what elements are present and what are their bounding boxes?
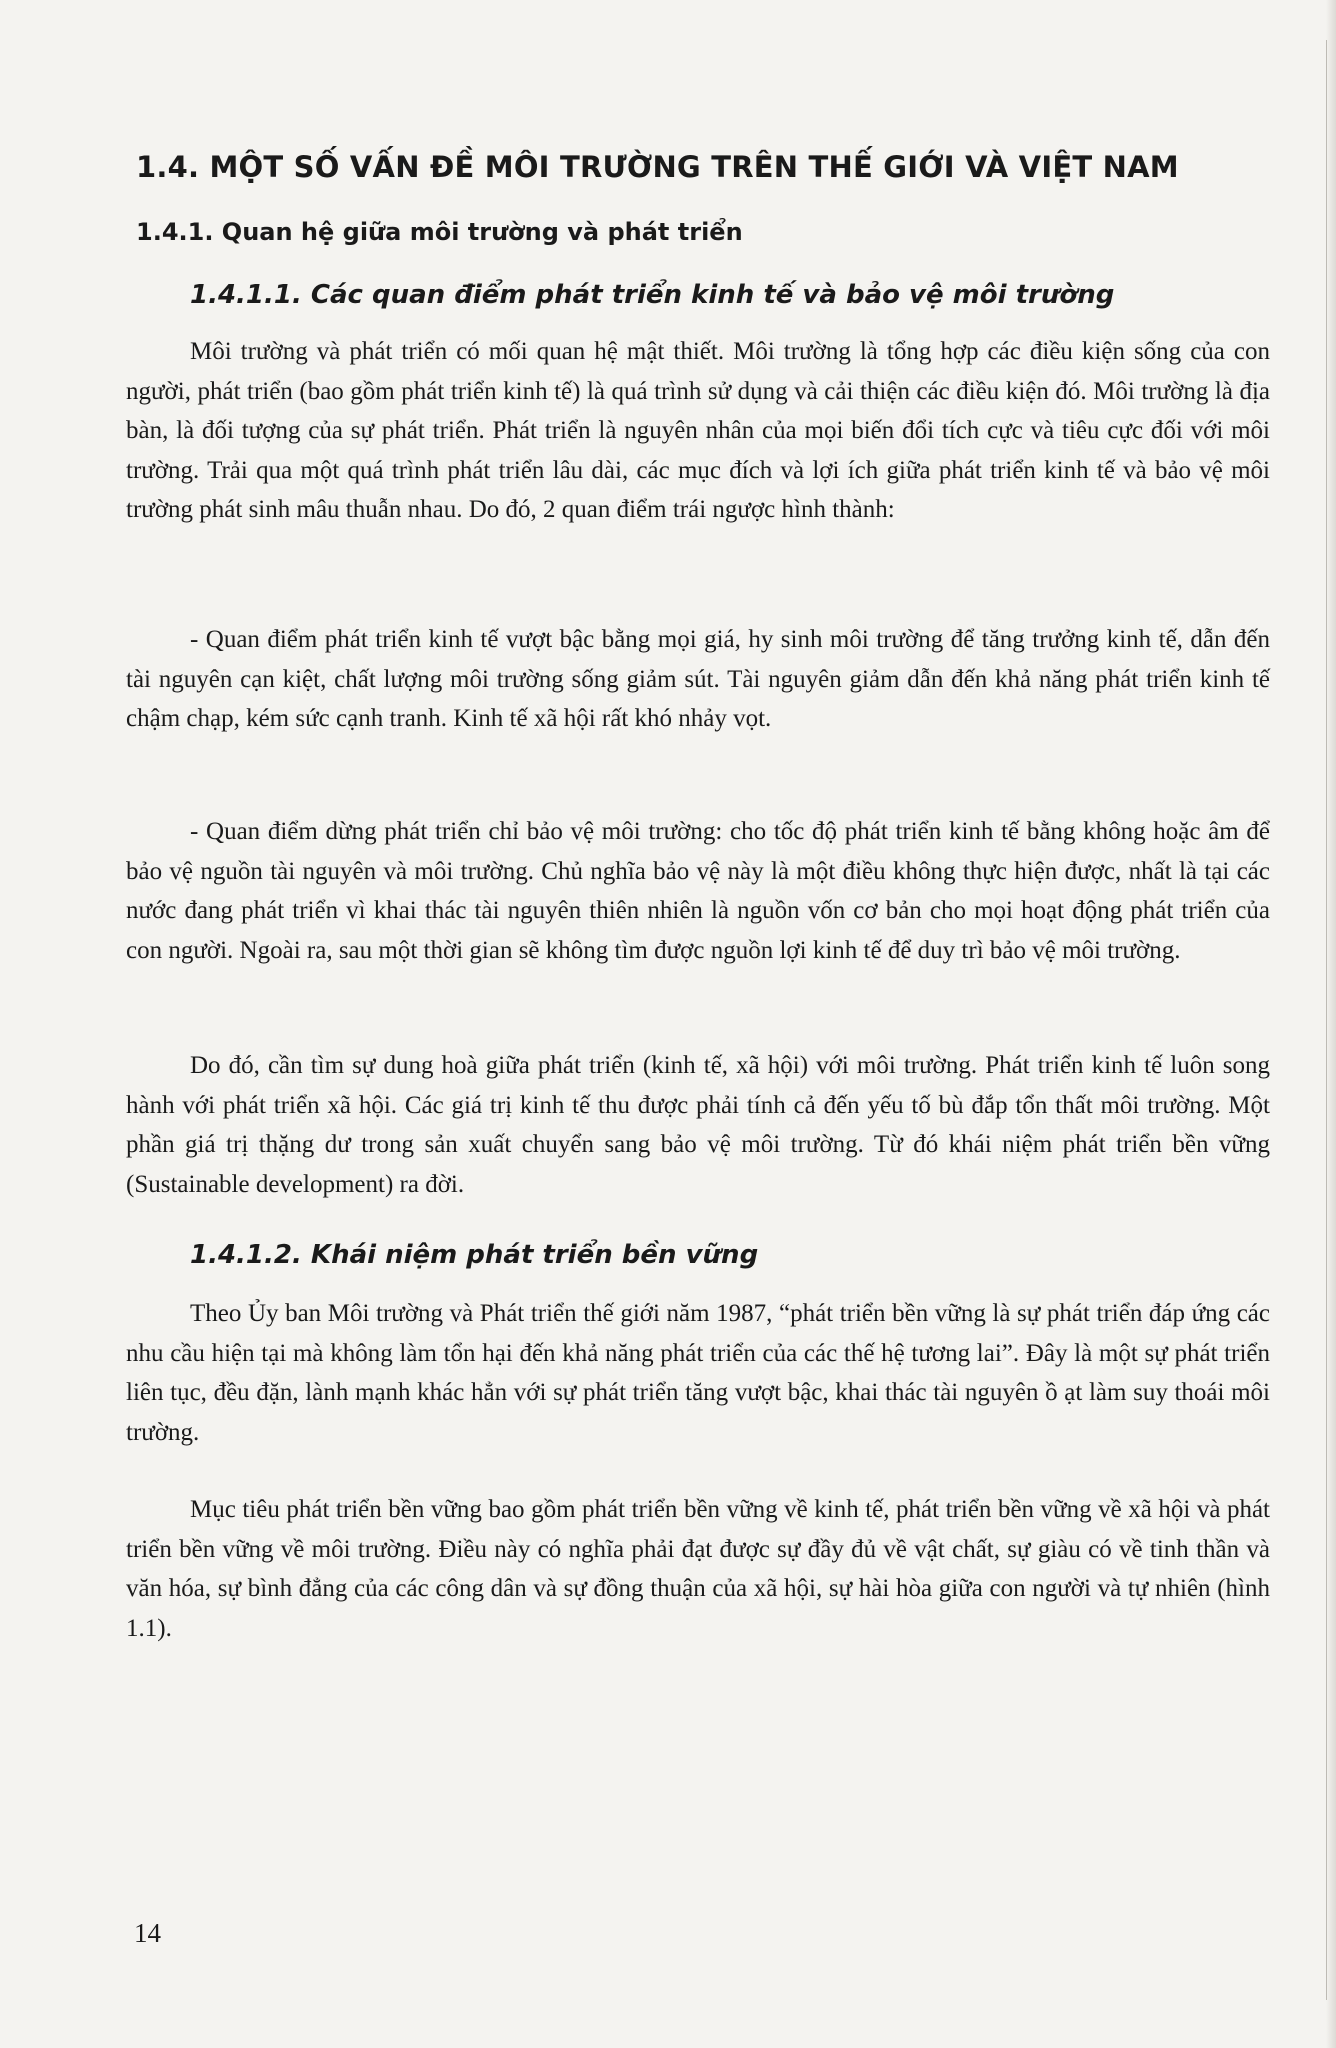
scan-edge (1326, 0, 1336, 2048)
page-number: 14 (134, 1918, 161, 1948)
subsubsection-heading-2: 1.4.1.2. Khái niệm phát triển bền vững (190, 1240, 759, 1270)
paragraph: Mục tiêu phát triển bền vững bao gồm phát triển bền vững về kinh tế, phát triển bền vững về xã hội và phát triển bền vững về môi trường. Điều này có nghĩa phải đạt được sự đầy đủ về vật chất, sự giàu có về tinh thần và văn hóa, sự bình đẳng của các công dân và sự đồng thuận của xã hội, sự hài hòa giữa con người và tự nhiên (hình 1.1). (126, 1496, 1270, 1642)
subsection-heading: 1.4.1. Quan hệ giữa môi trường và phát triển (136, 218, 743, 246)
paragraph: Theo Ủy ban Môi trường và Phát triển thế giới năm 1987, “phát triển bền vững là sự phát triển đáp ứng các nhu cầu hiện tại mà không làm tổn hại đến khả năng phát triển của các thế hệ tương lai”. Đây là một sự phát triển liên tục, đều đặn, lành mạnh khác hẳn với sự phát triển tăng vượt bậc, khai thác tài nguyên ồ ạt làm suy thoái môi trường. (126, 1300, 1270, 1446)
paragraph: Môi trường và phát triển có mối quan hệ mật thiết. Môi trường là tổng hợp các điều kiện sống của con người, phát triển (bao gồm phát triển kinh tế) là quá trình sử dụng và cải thiện các điều kiện đó. Môi trường là địa bàn, là đối tượng của sự phát triển. Phát triển là nguyên nhân của mọi biến đổi tích cực và tiêu cực đối với môi trường. Trải qua một quá trình phát triển lâu dài, các mục đích và lợi ích giữa phát triển kinh tế và bảo vệ môi trường phát sinh mâu thuẫn nhau. Do đó, 2 quan điểm trái ngược hình thành: (126, 338, 1270, 523)
page-edge-line (1326, 40, 1327, 2000)
paragraph: - Quan điểm dừng phát triển chỉ bảo vệ môi trường: cho tốc độ phát triển kinh tế bằng không hoặc âm để bảo vệ nguồn tài nguyên và môi trường. Chủ nghĩa bảo vệ này là một điều không thực hiện được, nhất là tại các nước đang phát triển vì khai thác tài nguyên thiên nhiên là nguồn vốn cơ bản cho mọi hoạt động phát triển của con người. Ngoài ra, sau một thời gian sẽ không tìm được nguồn lợi kinh tế để duy trì bảo vệ môi trường. (126, 818, 1270, 964)
section-heading: 1.4. MỘT SỐ VẤN ĐỀ MÔI TRƯỜNG TRÊN THẾ GIỚI VÀ VIỆT NAM (136, 150, 1179, 184)
subsubsection-heading-1: 1.4.1.1. Các quan điểm phát triển kinh tế và bảo vệ môi trường (190, 280, 1115, 310)
paragraph: - Quan điểm phát triển kinh tế vượt bậc bằng mọi giá, hy sinh môi trường để tăng trưởng kinh tế, dẫn đến tài nguyên cạn kiệt, chất lượng môi trường sống giảm sút. Tài nguyên giảm dẫn đến khả năng phát triển kinh tế chậm chạp, kém sức cạnh tranh. Kinh tế xã hội rất khó nhảy vọt. (126, 626, 1270, 732)
paragraph: Do đó, cần tìm sự dung hoà giữa phát triển (kinh tế, xã hội) với môi trường. Phát triển kinh tế luôn song hành với phát triển xã hội. Các giá trị kinh tế thu được phải tính cả đến yếu tố bù đắp tổn thất môi trường. Một phần giá trị thặng dư trong sản xuất chuyển sang bảo vệ môi trường. Từ đó khái niệm phát triển bền vững (Sustainable development) ra đời. (126, 1052, 1270, 1198)
